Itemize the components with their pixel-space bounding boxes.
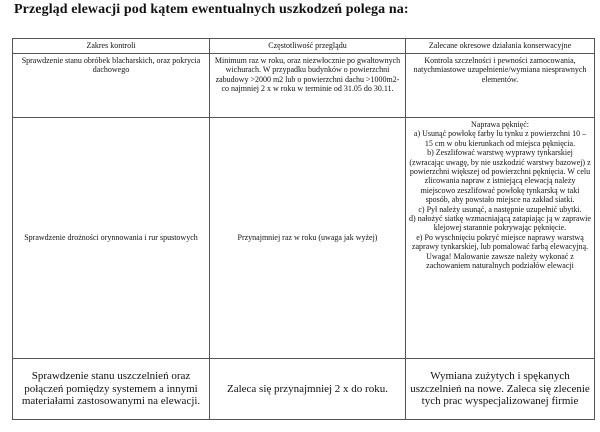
document-title: Przegląd elewacji pod kątem ewentualnych uszkodzeń polega na: xyxy=(14,2,409,17)
header-frequency: Częstotliwość przeglądu xyxy=(210,39,406,54)
row-frequency-cell: Minimum raz w roku, oraz niezwłocznie po gwałtownych wichurach. W przypadku budynków o powierzchni zabudowy >2000 m2 lub o powierzchni dachu >1000m2- co najmniej 2 x w roku w terminie od 31.05 do 30.11. xyxy=(210,54,406,118)
row-frequency-cell: Przynajmniej raz w roku (uwaga jak wyżej) xyxy=(210,118,406,359)
action-paragraph: e) Po wyschnięciu pokryć miejsce naprawy warstwą zaprawy tynkarskiej, lub pomalować farbą elewacyjną. xyxy=(411,232,589,252)
table-row xyxy=(13,54,595,118)
row-frequency-cell: Zaleca się przynajmniej 2 x do roku. xyxy=(210,359,406,420)
action-paragraph: Naprawa pęknięć: xyxy=(471,120,529,129)
row-actions-cell xyxy=(406,54,595,118)
row-actions-cell xyxy=(406,118,595,359)
inspection-table xyxy=(12,38,595,420)
action-paragraph: c) Pył należy usunąć, a następnie uzupełnić ubytki. xyxy=(418,204,582,214)
header-actions: Zalecane okresowe działania konserwacyjne xyxy=(406,39,595,54)
table-row xyxy=(13,118,595,359)
action-paragraph: Uwaga! Malowanie zawsze należy wykonać z zachowaniem naturalnych podziałów elewacji xyxy=(426,251,574,271)
action-paragraph: d) nałożyć siatkę wzmacniającą zatapiając ją w zaprawie klejowej starannie pokrywając pęknięcie. xyxy=(409,214,591,233)
table-row xyxy=(13,359,595,420)
row-scope-cell: Sprawdzenie stanu uszczelnień oraz połączeń pomiędzy systemem a innymi materiałami zastosowanymi na elewacji. xyxy=(13,359,210,420)
action-paragraph: Kontrola szczelności i pewności zamocowania, natychmiastowe uzupełnienie/wymiana niesprawnych elementów. xyxy=(413,56,587,84)
header-scope: Zakres kontroli xyxy=(13,39,210,54)
row-scope-cell: Sprawdzenie stanu obróbek blacharskich, oraz pokrycia dachowego xyxy=(13,54,210,118)
row-scope-cell: Sprawdzenie drożności orynnowania i rur spustowych xyxy=(13,118,210,359)
table-header-row xyxy=(13,39,595,54)
action-paragraph: b) Zeszlifować warstwę wyprawy tynkarskiej (zwracając uwagę, by nie uszkodzić warstwy bazowej) z powierzchni większej od powierzchni pęknięcia. W celu zlicowania napraw z istniejącą elewacją należy miejscowo zeszlifować powłokę tynkarską w taki sposób, aby powstało miejsce na zakład siatki. xyxy=(409,148,591,205)
action-paragraph: a) Usunąć powłokę farby lu tynku z powierzchni 10 – 15 cm w obu kierunkach od miejsca pęknięcia. xyxy=(413,129,587,148)
action-paragraph: Wymiana zużytych i spękanych uszczelnień na nowe. Zaleca się zlecenie tych prac wyspecjalizowanej firmie xyxy=(410,370,590,408)
row-actions-cell xyxy=(406,359,595,420)
